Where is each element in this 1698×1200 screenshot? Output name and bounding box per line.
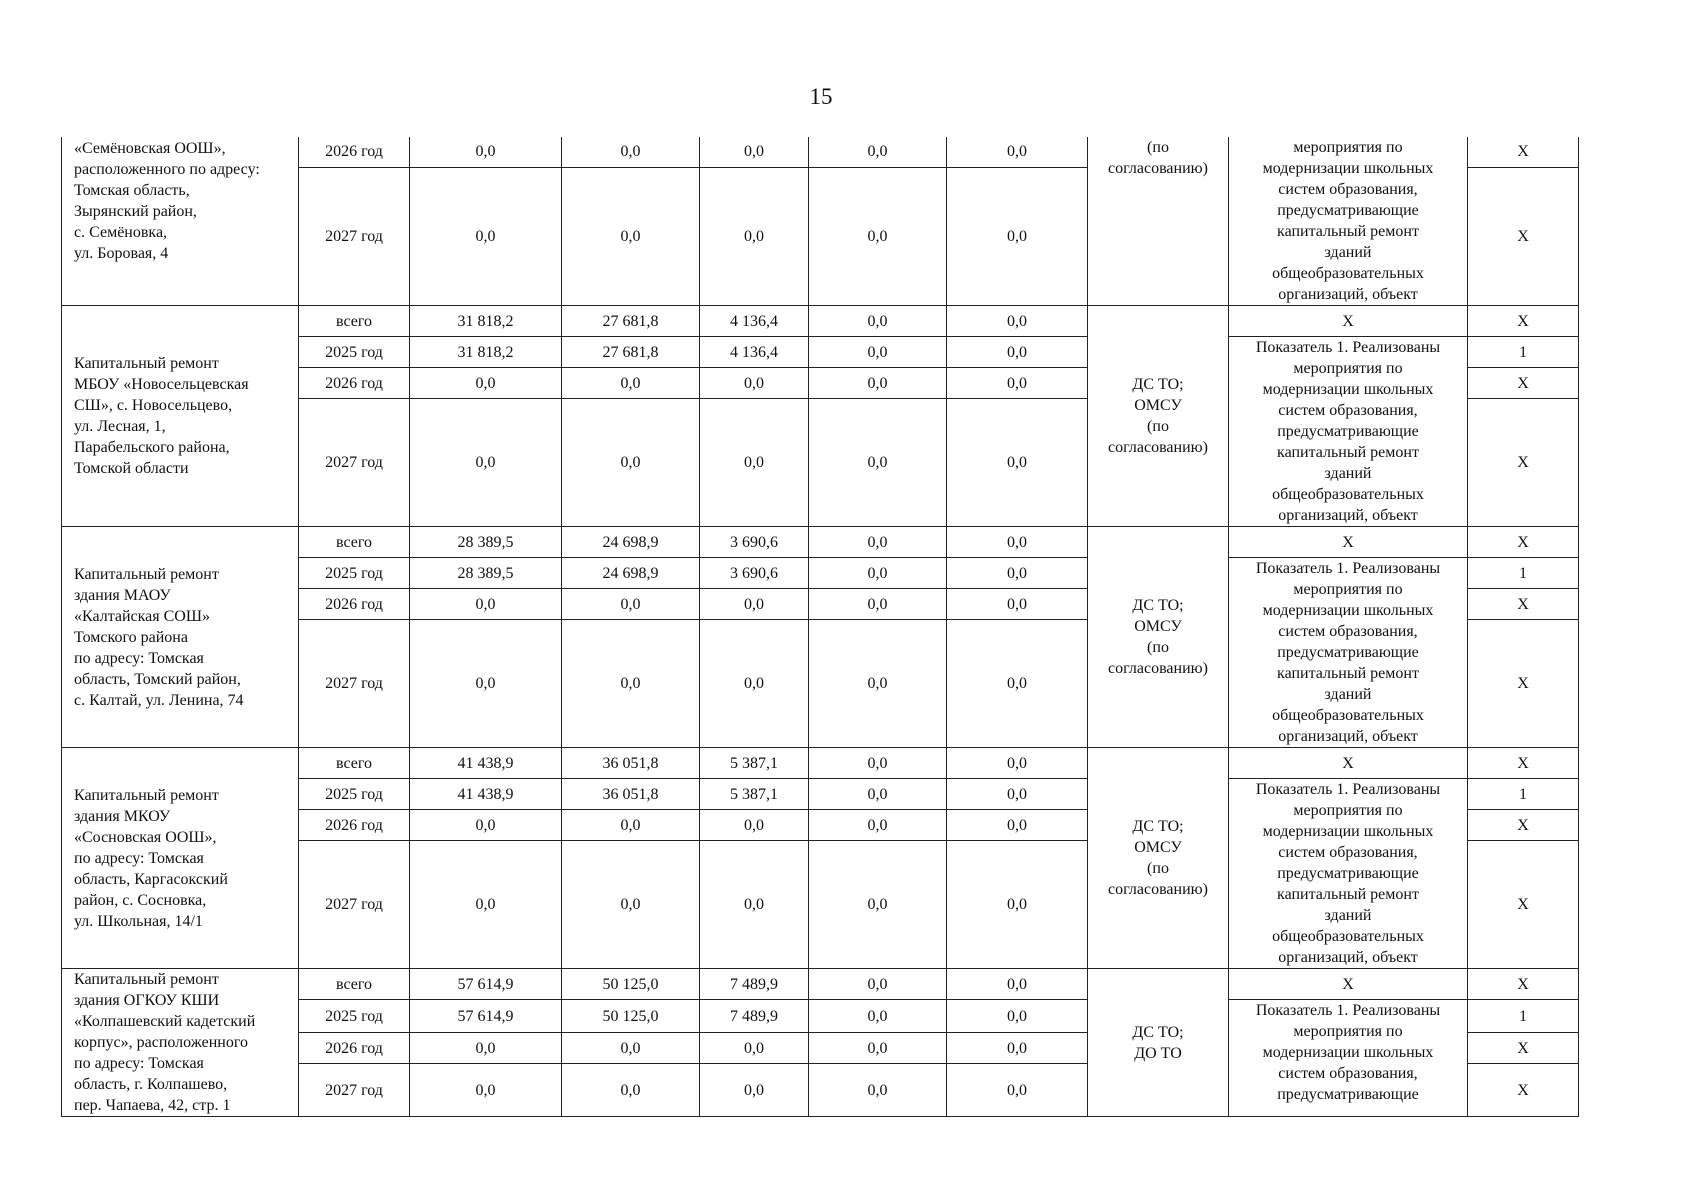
local-cell: 0,0 <box>809 620 947 748</box>
indicator-line: систем образования, <box>1278 623 1418 640</box>
indicator-value-cell: X <box>1468 368 1579 399</box>
indicator-line: мероприятия по <box>1293 360 1403 377</box>
total-cell: 28 389,5 <box>410 527 562 558</box>
indicator-value-cell: 1 <box>1468 337 1579 368</box>
period-cell: 2026 год <box>299 368 410 399</box>
federal-cell: 0,0 <box>562 368 700 399</box>
regional-cell: 0,0 <box>700 137 809 167</box>
period-cell: 2025 год <box>299 779 410 810</box>
indicator-line: Показатель 1. Реализованы <box>1255 1002 1441 1019</box>
federal-cell: 0,0 <box>562 1064 700 1117</box>
period-cell: 2026 год <box>299 589 410 620</box>
local-cell: 0,0 <box>809 841 947 969</box>
local-cell: 0,0 <box>809 167 947 305</box>
indicator-line: мероприятия по <box>1293 1023 1403 1040</box>
federal-cell: 27 681,8 <box>562 337 700 368</box>
executor-cell <box>1088 969 1229 1117</box>
federal-cell: 0,0 <box>562 841 700 969</box>
indicator-line: систем образования, <box>1278 402 1418 419</box>
object-name-line: «Семёновская ООШ», <box>74 140 226 157</box>
object-name-line: расположенного по адресу: <box>74 161 260 178</box>
regional-cell: 0,0 <box>700 368 809 399</box>
executor-line: (по <box>1147 418 1169 435</box>
indicator-line: предусматривающие <box>1277 644 1419 661</box>
indicator-line: капитальный ремонт <box>1277 886 1419 903</box>
period-cell: 2026 год <box>299 810 410 841</box>
federal-cell: 24 698,9 <box>562 558 700 589</box>
local-cell: 0,0 <box>809 810 947 841</box>
other-cell: 0,0 <box>947 1033 1088 1064</box>
period-cell: 2026 год <box>299 1033 410 1064</box>
period-cell: 2027 год <box>299 167 410 305</box>
indicator-line: организаций, объект <box>1278 507 1418 524</box>
other-cell: 0,0 <box>947 527 1088 558</box>
federal-cell: 0,0 <box>562 137 700 167</box>
budget-table <box>61 137 1579 1117</box>
indicator-value-cell: X <box>1468 137 1579 167</box>
table-row <box>62 748 1579 779</box>
executor-line: ДС ТО; <box>1132 818 1184 835</box>
object-name-line: Капитальный ремонт <box>74 565 219 583</box>
indicator-line: модернизации школьных <box>1262 381 1434 398</box>
local-cell: 0,0 <box>809 1033 947 1064</box>
indicator-line: предусматривающие <box>1277 423 1419 440</box>
executor-cell <box>1088 527 1229 748</box>
executor-line: ОМСУ <box>1134 397 1182 414</box>
object-name-cell <box>62 748 299 969</box>
regional-cell: 0,0 <box>700 810 809 841</box>
table-row <box>62 137 1579 167</box>
federal-cell: 0,0 <box>562 810 700 841</box>
indicator-x-cell: X <box>1229 748 1468 779</box>
period-cell: всего <box>299 748 410 779</box>
federal-cell: 0,0 <box>562 1033 700 1064</box>
other-cell: 0,0 <box>947 337 1088 368</box>
regional-cell: 0,0 <box>700 620 809 748</box>
indicator-line: модернизации школьных <box>1262 823 1434 840</box>
period-cell: 2027 год <box>299 841 410 969</box>
object-name-line: ул. Лесная, 1, <box>74 418 166 435</box>
indicator-line: капитальный ремонт <box>1277 444 1419 461</box>
executor-cell <box>1088 306 1229 527</box>
federal-cell: 27 681,8 <box>562 306 700 337</box>
regional-cell: 0,0 <box>700 167 809 305</box>
indicator-line: мероприятия по <box>1293 139 1403 156</box>
object-name-line: район, с. Сосновка, <box>74 891 207 909</box>
object-name-line: область, Томский район, <box>74 670 241 688</box>
object-name-line: здания МАОУ <box>74 586 171 604</box>
other-cell: 0,0 <box>947 841 1088 969</box>
total-cell: 57 614,9 <box>410 969 562 1000</box>
local-cell: 0,0 <box>809 969 947 1000</box>
indicator-line: мероприятия по <box>1293 802 1403 819</box>
indicator-line: капитальный ремонт <box>1277 665 1419 682</box>
object-name-line: «Калтайская СОШ» <box>74 607 210 625</box>
total-cell: 0,0 <box>410 368 562 399</box>
object-name-line: корпус», расположенного <box>74 1034 248 1051</box>
period-cell: 2027 год <box>299 1064 410 1117</box>
other-cell: 0,0 <box>947 810 1088 841</box>
other-cell: 0,0 <box>947 368 1088 399</box>
total-cell: 0,0 <box>410 1064 562 1117</box>
indicator-line: общеобразовательных <box>1272 707 1424 724</box>
object-name-cell <box>62 969 299 1117</box>
indicator-cell <box>1229 137 1468 306</box>
other-cell: 0,0 <box>947 137 1088 167</box>
indicator-value-cell: 1 <box>1468 779 1579 810</box>
local-cell: 0,0 <box>809 1064 947 1117</box>
indicator-value-cell: X <box>1468 399 1579 527</box>
object-name-line: Капитальный ремонт <box>74 786 219 804</box>
object-name-line: с. Семёновка, <box>74 224 168 241</box>
other-cell: 0,0 <box>947 779 1088 810</box>
period-cell: всего <box>299 527 410 558</box>
object-name-line: область, Каргасокский <box>74 870 228 888</box>
indicator-line: капитальный ремонт <box>1277 223 1419 240</box>
object-name-line: Зырянский район, <box>74 203 197 220</box>
indicator-line: Показатель 1. Реализованы <box>1255 781 1441 798</box>
executor-line: ДС ТО; <box>1132 597 1184 614</box>
other-cell: 0,0 <box>947 748 1088 779</box>
executor-line: согласованию) <box>1108 881 1208 898</box>
table-row <box>62 306 1579 337</box>
object-name-line: ул. Боровая, 4 <box>74 245 169 262</box>
total-cell: 0,0 <box>410 620 562 748</box>
federal-cell: 50 125,0 <box>562 1000 700 1033</box>
executor-line: (по <box>1147 860 1169 877</box>
object-name-line: Капитальный ремонт <box>74 355 219 372</box>
local-cell: 0,0 <box>809 589 947 620</box>
local-cell: 0,0 <box>809 1000 947 1033</box>
federal-cell: 0,0 <box>562 620 700 748</box>
executor-line: (по <box>1147 639 1169 656</box>
object-name-line: по адресу: Томская <box>74 849 204 867</box>
other-cell: 0,0 <box>947 589 1088 620</box>
indicator-line: зданий <box>1324 244 1372 261</box>
total-cell: 0,0 <box>410 167 562 305</box>
table-row <box>62 969 1579 1000</box>
object-name-cell <box>62 137 299 306</box>
object-name-line: область, г. Колпашево, <box>74 1076 228 1093</box>
indicator-line: зданий <box>1324 465 1372 482</box>
regional-cell: 0,0 <box>700 1033 809 1064</box>
period-cell: 2027 год <box>299 399 410 527</box>
indicator-line: общеобразовательных <box>1272 486 1424 503</box>
object-name-line: МБОУ «Новосельцевская <box>74 376 249 393</box>
object-name-line: «Сосновская ООШ», <box>74 828 217 846</box>
other-cell: 0,0 <box>947 558 1088 589</box>
regional-cell: 4 136,4 <box>700 306 809 337</box>
other-cell: 0,0 <box>947 167 1088 305</box>
indicator-line: зданий <box>1324 686 1372 703</box>
regional-cell: 3 690,6 <box>700 527 809 558</box>
executor-line: согласованию) <box>1108 660 1208 677</box>
executor-line: ДО ТО <box>1134 1044 1182 1062</box>
total-cell: 0,0 <box>410 1033 562 1064</box>
indicator-line: модернизации школьных <box>1262 602 1434 619</box>
period-cell: всего <box>299 969 410 1000</box>
executor-line: согласованию) <box>1108 439 1208 456</box>
object-name-line: ул. Школьная, 14/1 <box>74 912 203 930</box>
object-name-cell <box>62 527 299 748</box>
federal-cell: 0,0 <box>562 589 700 620</box>
regional-cell: 0,0 <box>700 841 809 969</box>
indicator-line: общеобразовательных <box>1272 265 1424 282</box>
executor-line: ДС ТО; <box>1132 1023 1184 1041</box>
indicator-line: Показатель 1. Реализованы <box>1255 560 1441 577</box>
regional-cell: 5 387,1 <box>700 748 809 779</box>
object-name-line: Томской области <box>74 460 189 477</box>
other-cell: 0,0 <box>947 1064 1088 1117</box>
object-name-line: Томского района <box>74 628 188 646</box>
period-cell: всего <box>299 306 410 337</box>
object-name-line: Томская область, <box>74 182 190 199</box>
local-cell: 0,0 <box>809 137 947 167</box>
executor-line: ОМСУ <box>1134 618 1182 635</box>
indicator-line: зданий <box>1324 907 1372 924</box>
indicator-value-cell: X <box>1468 969 1579 1000</box>
regional-cell: 5 387,1 <box>700 779 809 810</box>
other-cell: 0,0 <box>947 1000 1088 1033</box>
object-name-line: с. Калтай, ул. Ленина, 74 <box>74 691 244 709</box>
regional-cell: 0,0 <box>700 399 809 527</box>
indicator-x-cell: X <box>1229 527 1468 558</box>
indicator-value-cell: X <box>1468 167 1579 305</box>
local-cell: 0,0 <box>809 748 947 779</box>
period-cell: 2025 год <box>299 337 410 368</box>
total-cell: 57 614,9 <box>410 1000 562 1033</box>
indicator-line: систем образования, <box>1278 181 1418 198</box>
indicator-value-cell: X <box>1468 620 1579 748</box>
total-cell: 0,0 <box>410 589 562 620</box>
indicator-cell <box>1229 779 1468 969</box>
federal-cell: 36 051,8 <box>562 779 700 810</box>
object-name-line: по адресу: Томская <box>74 649 204 667</box>
other-cell: 0,0 <box>947 306 1088 337</box>
local-cell: 0,0 <box>809 337 947 368</box>
indicator-value-cell: X <box>1468 589 1579 620</box>
object-name-line: «Колпашевский кадетский <box>74 1013 256 1030</box>
total-cell: 31 818,2 <box>410 337 562 368</box>
indicator-value-cell: X <box>1468 841 1579 969</box>
object-name-line: пер. Чапаева, 42, стр. 1 <box>74 1097 231 1114</box>
period-cell: 2026 год <box>299 137 410 167</box>
other-cell: 0,0 <box>947 620 1088 748</box>
indicator-line: систем образования, <box>1278 844 1418 861</box>
local-cell: 0,0 <box>809 779 947 810</box>
object-name-cell <box>62 306 299 527</box>
object-name-line: по адресу: Томская <box>74 1055 204 1072</box>
indicator-value-cell: X <box>1468 527 1579 558</box>
indicator-cell <box>1229 558 1468 748</box>
period-cell: 2027 год <box>299 620 410 748</box>
other-cell: 0,0 <box>947 969 1088 1000</box>
object-name-line: здания ОГКОУ КШИ <box>74 992 220 1009</box>
executor-line: согласованию) <box>1108 160 1208 177</box>
indicator-cell <box>1229 337 1468 527</box>
table-row <box>62 527 1579 558</box>
local-cell: 0,0 <box>809 527 947 558</box>
period-cell: 2025 год <box>299 1000 410 1033</box>
total-cell: 31 818,2 <box>410 306 562 337</box>
federal-cell: 0,0 <box>562 399 700 527</box>
indicator-line: организаций, объект <box>1278 286 1418 303</box>
indicator-line: предусматривающие <box>1277 202 1419 219</box>
total-cell: 28 389,5 <box>410 558 562 589</box>
indicator-line: модернизации школьных <box>1262 1044 1434 1061</box>
indicator-value-cell: X <box>1468 810 1579 841</box>
indicator-line: предусматривающие <box>1277 1086 1419 1103</box>
indicator-value-cell: 1 <box>1468 558 1579 589</box>
object-name-line: здания МКОУ <box>74 807 171 825</box>
regional-cell: 0,0 <box>700 589 809 620</box>
local-cell: 0,0 <box>809 558 947 589</box>
executor-cell <box>1088 137 1229 306</box>
object-name-line: СШ», с. Новосельцево, <box>74 397 233 414</box>
local-cell: 0,0 <box>809 368 947 399</box>
executor-line: ДС ТО; <box>1132 376 1184 393</box>
total-cell: 0,0 <box>410 841 562 969</box>
indicator-cell <box>1229 1000 1468 1117</box>
local-cell: 0,0 <box>809 306 947 337</box>
local-cell: 0,0 <box>809 399 947 527</box>
page-number: 15 <box>809 84 833 109</box>
federal-cell: 24 698,9 <box>562 527 700 558</box>
indicator-value-cell: X <box>1468 1033 1579 1064</box>
executor-line: (по <box>1147 139 1169 156</box>
indicator-value-cell: X <box>1468 1064 1579 1117</box>
indicator-x-cell: X <box>1229 306 1468 337</box>
executor-cell <box>1088 748 1229 969</box>
regional-cell: 7 489,9 <box>700 969 809 1000</box>
regional-cell: 0,0 <box>700 1064 809 1117</box>
indicator-line: систем образования, <box>1278 1065 1418 1082</box>
indicator-line: мероприятия по <box>1293 581 1403 598</box>
indicator-line: организаций, объект <box>1278 949 1418 966</box>
total-cell: 0,0 <box>410 399 562 527</box>
indicator-value-cell: X <box>1468 306 1579 337</box>
total-cell: 0,0 <box>410 810 562 841</box>
indicator-value-cell: 1 <box>1468 1000 1579 1033</box>
period-cell: 2025 год <box>299 558 410 589</box>
indicator-line: предусматривающие <box>1277 865 1419 882</box>
other-cell: 0,0 <box>947 399 1088 527</box>
indicator-line: модернизации школьных <box>1262 160 1434 177</box>
indicator-line: общеобразовательных <box>1272 928 1424 945</box>
total-cell: 41 438,9 <box>410 748 562 779</box>
regional-cell: 4 136,4 <box>700 337 809 368</box>
executor-line: ОМСУ <box>1134 839 1182 856</box>
federal-cell: 36 051,8 <box>562 748 700 779</box>
regional-cell: 3 690,6 <box>700 558 809 589</box>
indicator-line: Показатель 1. Реализованы <box>1255 339 1441 356</box>
object-name-line: Парабельского района, <box>74 439 230 456</box>
federal-cell: 50 125,0 <box>562 969 700 1000</box>
object-name-line: Капитальный ремонт <box>74 971 219 988</box>
indicator-line: организаций, объект <box>1278 728 1418 745</box>
indicator-value-cell: X <box>1468 748 1579 779</box>
regional-cell: 7 489,9 <box>700 1000 809 1033</box>
indicator-x-cell: X <box>1229 969 1468 1000</box>
total-cell: 0,0 <box>410 137 562 167</box>
federal-cell: 0,0 <box>562 167 700 305</box>
total-cell: 41 438,9 <box>410 779 562 810</box>
